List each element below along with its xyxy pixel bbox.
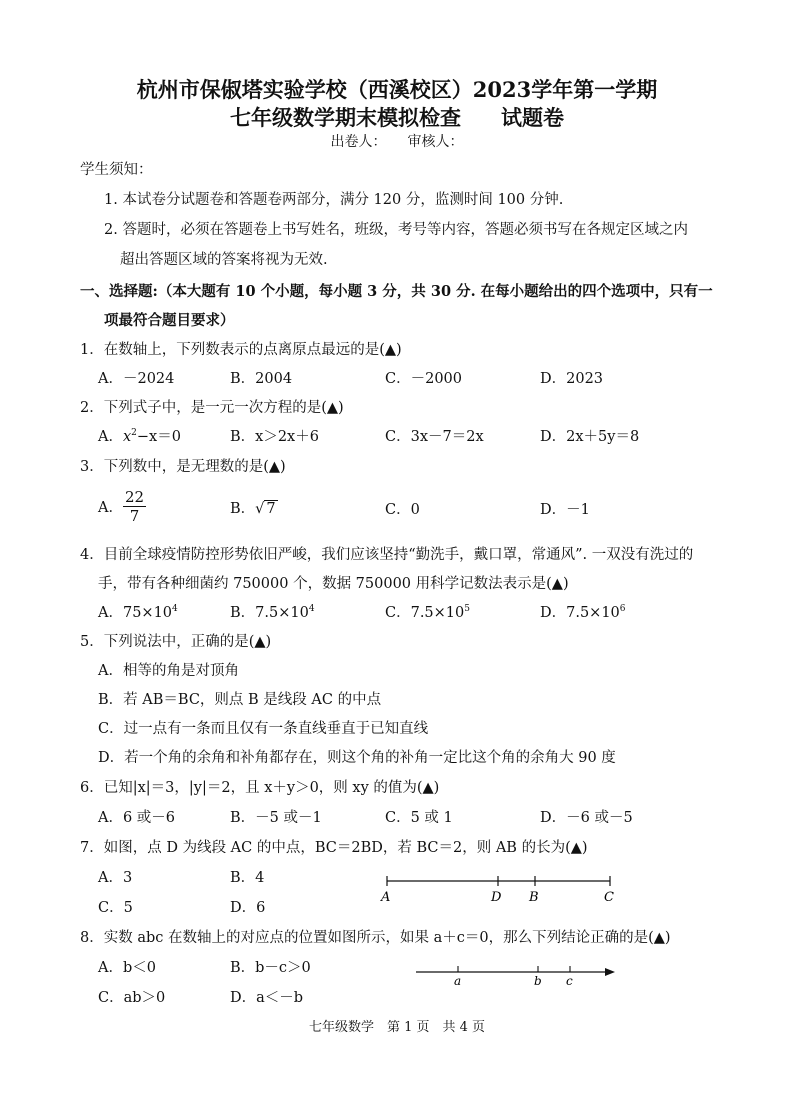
- q3-option-a: [98, 488, 146, 525]
- question-1-stem: 1．在数轴上，下列数表示的点离原点最远的是(▲): [80, 342, 402, 358]
- q3-option-b: [230, 497, 278, 518]
- q7-label-c: C: [604, 890, 614, 905]
- q2-option-b: [230, 425, 319, 446]
- q3-fraction-denominator: 7: [129, 507, 140, 525]
- q5-option-c: C．过一点有一条而且仅有一条直线垂直于已知直线: [98, 721, 429, 737]
- section-heading: 一、选择题:（本大题有 10 个小题，每小题 3 分，共 30 分. 在每小题给出的四个选项中，只有一: [80, 283, 713, 300]
- q2-option-a-rest: −x＝0: [136, 429, 181, 445]
- q8-label-c: c: [566, 974, 573, 988]
- q7-option-d: D．6: [230, 900, 266, 916]
- exam-subtitle-suffix: 试题卷: [501, 105, 564, 130]
- question-4-stem-cont: 手，带有各种细菌约 750000 个，数据 750000 用科学记数法表示是(▲): [98, 576, 569, 592]
- notice-title: 学生须知：: [80, 162, 153, 178]
- q5-option-a: A．相等的角是对顶角: [98, 663, 239, 679]
- q3-option-d: D．－1: [540, 502, 590, 518]
- q7-label-a: A: [381, 890, 391, 905]
- notice-item-1: 1. 本试卷分试题卷和答题卷两部分，满分 120 分，监测时间 100 分钟.: [104, 192, 564, 208]
- notice-item-2: 2. 答题时，必须在答题卷上书写姓名，班级，考号等内容，答题必须书写在各规定区域之内: [104, 222, 688, 238]
- question-8-stem: 8．实数 abc 在数轴上的对应点的位置如图所示，如果 a＋c＝0，那么下列结论正确的是(▲): [80, 930, 671, 946]
- q4-option-b-exp: 4: [308, 604, 315, 615]
- notice-item-2-cont: 超出答题区域的答案将视为无效.: [120, 252, 328, 268]
- q2-option-c-expr: 3x－7＝2x: [410, 429, 484, 445]
- q2-option-b-expr: x＞2x＋6: [255, 429, 319, 445]
- exam-subtitle-main: 七年级数学期末模拟检查: [230, 105, 461, 130]
- question-3-stem: 3．下列数中，是无理数的是(▲): [80, 459, 286, 475]
- q2-option-d-label: D．: [540, 429, 567, 445]
- question-4-stem: 4．目前全球疫情防控形势依旧严峻，我们应该坚持“勤洗手，戴口罩，常通风”. 一双没有洗过的: [80, 547, 694, 563]
- q7-option-a: A．3: [98, 870, 133, 886]
- q4-option-a-base: A．75×10: [98, 605, 173, 621]
- q3-fraction: [123, 488, 146, 525]
- q1-option-b: B．2004: [230, 371, 293, 387]
- q4-option-d-base: D．7.5×10: [540, 605, 620, 621]
- q8-option-c: C．ab＞0: [98, 990, 166, 1006]
- q2-option-d: [540, 425, 639, 446]
- q8-option-b: B．b－c＞0: [230, 960, 311, 976]
- q8-arrow-icon: [605, 968, 615, 976]
- exam-title: 杭州市保俶塔实验学校（西溪校区）2023学年第一学期: [136, 77, 658, 102]
- q1-option-d: D．2023: [540, 371, 604, 387]
- exam-subtitle: [0, 102, 794, 132]
- question-6-stem: 6．已知|x|＝3，|y|＝2，且 x＋y＞0，则 xy 的值为(▲): [80, 780, 440, 796]
- q4-option-d-exp: 6: [619, 604, 626, 615]
- q6-option-c: C．5 或 1: [385, 810, 453, 826]
- q7-option-b: B．4: [230, 870, 265, 886]
- q3-option-b-label: B．: [230, 501, 256, 517]
- question-2-stem: 2．下列式子中，是一元一次方程的是(▲): [80, 400, 344, 416]
- q3-fraction-numerator: 22: [124, 488, 145, 506]
- q2-option-c: [385, 425, 484, 446]
- q8-label-b: b: [534, 974, 542, 988]
- q2-option-c-label: C．: [385, 429, 411, 445]
- question-5-stem: 5．下列说法中，正确的是(▲): [80, 634, 272, 650]
- q8-number-line-figure: [410, 960, 630, 994]
- q3-option-c: C．0: [385, 502, 420, 518]
- q7-option-c: C．5: [98, 900, 133, 916]
- q1-option-c: C．－2000: [385, 371, 462, 387]
- q7-label-d: D: [491, 890, 502, 905]
- q4-option-a-exp: 4: [172, 604, 178, 615]
- q5-option-b: B．若 AB＝BC，则点 B 是线段 AC 的中点: [98, 692, 382, 708]
- q3-sqrt-radicand: 7: [266, 501, 276, 517]
- q2-option-a-exp: 2: [131, 428, 137, 439]
- q6-option-d: D．－6 或－5: [540, 810, 633, 826]
- question-7-stem: 7．如图，点 D 为线段 AC 的中点，BC＝2BD，若 BC＝2，则 AB 的长为(▲): [80, 840, 588, 856]
- q4-option-d: [540, 601, 626, 622]
- q7-segment-figure: [378, 868, 628, 908]
- q2-option-a: [98, 425, 181, 446]
- q4-option-b: [230, 601, 315, 622]
- q8-option-a: A．b＜0: [98, 960, 156, 976]
- q4-option-a: [98, 601, 178, 622]
- q6-option-a: A．6 或－6: [98, 810, 176, 826]
- authors-line: 出卷人： 审核人：: [330, 134, 464, 150]
- q4-option-c-base: C．7.5×10: [385, 605, 465, 621]
- q2-option-a-label: A．: [98, 429, 123, 445]
- q7-label-b: B: [529, 890, 539, 905]
- page-footer: 七年级数学 第 1 页 共 4 页: [308, 1020, 486, 1035]
- q5-option-d: D．若一个角的余角和补角都存在，则这个角的补角一定比这个角的余角大 90 度: [98, 750, 616, 766]
- q2-option-d-expr: 2x＋5y＝8: [566, 429, 640, 445]
- q8-option-d: D．a＜－b: [230, 990, 304, 1006]
- section-heading-cont: 项最符合题目要求）: [104, 312, 235, 329]
- q3-sqrt: √ 7: [255, 501, 276, 517]
- q6-option-b: B．－5 或－1: [230, 810, 322, 826]
- q2-option-b-label: B．: [230, 429, 256, 445]
- q3-option-a-label: A．: [98, 500, 123, 516]
- q4-option-b-base: B．7.5×10: [230, 605, 309, 621]
- q2-option-a-var: x: [122, 429, 132, 445]
- q8-label-a: a: [454, 974, 462, 988]
- q1-option-a: A．－2024: [98, 371, 175, 387]
- q4-option-c: [385, 601, 470, 622]
- q4-option-c-exp: 5: [464, 604, 470, 615]
